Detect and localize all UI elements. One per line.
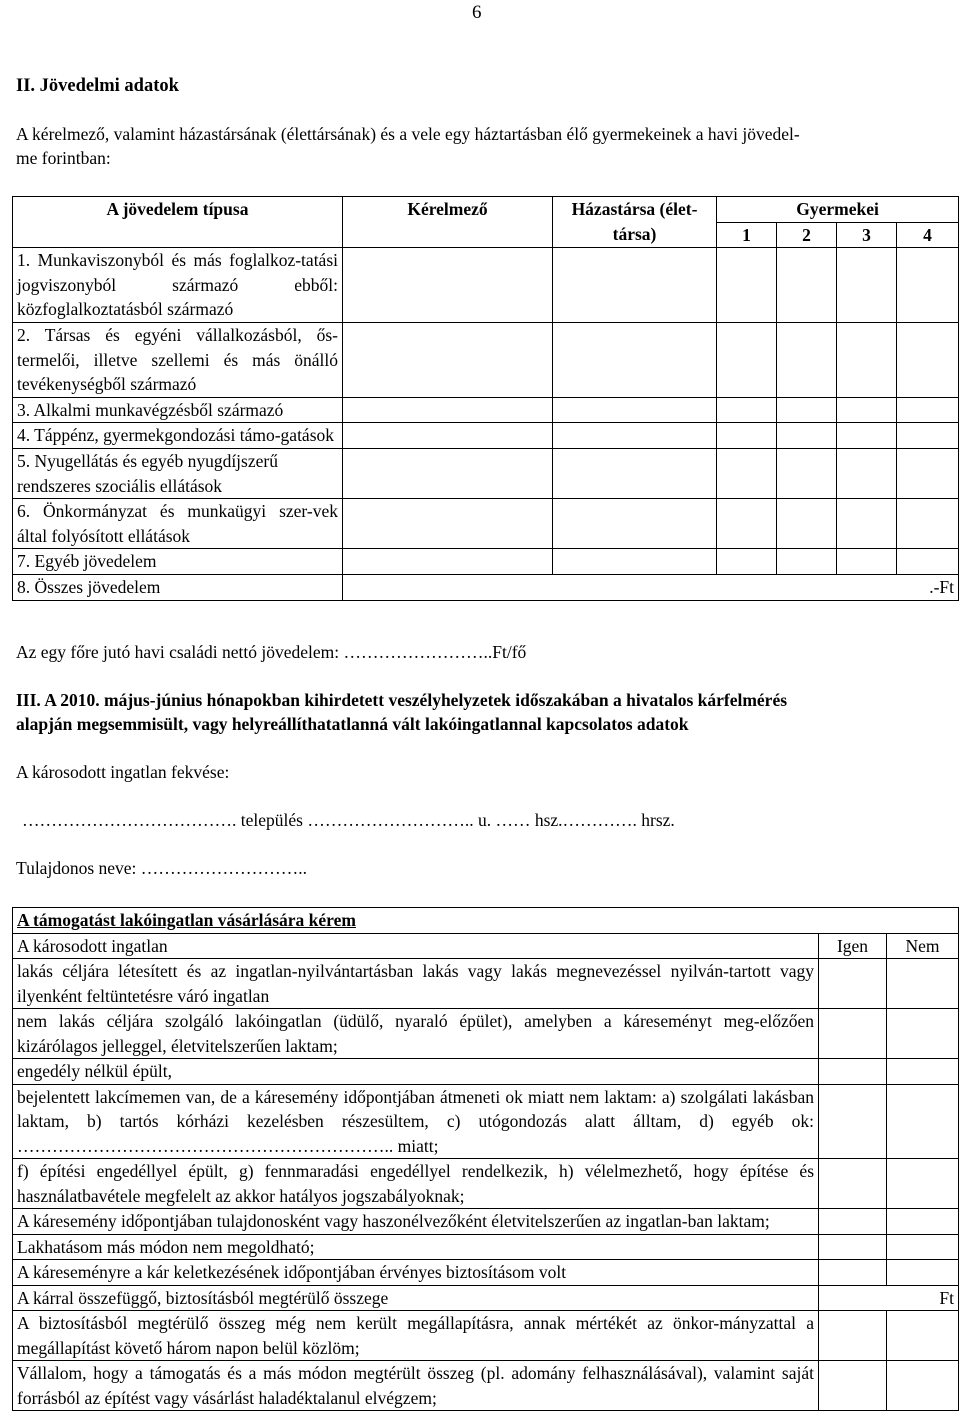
child-cell[interactable] — [777, 423, 837, 449]
property-address-line[interactable]: ………………………………. település ……………………….. u. …… hsz.…………. hrsz. — [22, 810, 675, 830]
child-cell[interactable] — [717, 549, 777, 575]
spouse-cell[interactable] — [553, 423, 717, 449]
table-row — [13, 959, 959, 1009]
spouse-cell[interactable] — [553, 322, 717, 397]
child-cell[interactable] — [717, 322, 777, 397]
no-cell[interactable] — [887, 1234, 959, 1260]
support-row-3: engedély nélkül épült, — [13, 1059, 819, 1085]
income-table — [12, 196, 959, 601]
yes-cell[interactable] — [819, 1260, 887, 1286]
child-cell[interactable] — [837, 499, 897, 549]
yes-cell[interactable] — [819, 1234, 887, 1260]
header-child-4: 4 — [897, 222, 959, 248]
support-row-6: A káresemény időpontjában tulajdonosként vagy haszonélvezőként életvitelszerűen az ingatlan-ban laktam; — [13, 1209, 819, 1235]
header-child-3: 3 — [837, 222, 897, 248]
table-row — [13, 322, 959, 397]
header-applicant: Kérelmező — [343, 197, 553, 248]
child-cell[interactable] — [897, 322, 959, 397]
support-row-11: Vállalom, hogy a támogatás és a más módon megtérült összeg (pl. adomány felhasználásával), valamint saját forrásból az építést vagy vásárlást haladéktalanul elvégzem; — [13, 1361, 819, 1411]
child-cell[interactable] — [777, 448, 837, 498]
table-row — [13, 1285, 959, 1311]
table-row — [13, 1059, 959, 1085]
section-title-income: II. Jövedelmi adatok — [16, 76, 179, 96]
child-cell[interactable] — [717, 423, 777, 449]
child-cell[interactable] — [837, 549, 897, 575]
support-row-4: bejelentett lakcímemen van, de a káresemény időpontjában átmeneti ok miatt nem laktam: a) szolgálati lakásban laktam, b) tartós kórházi kezelésben részesültem, c) utógondozás alatt álltam, d) egyéb ok: ……………………………………………………….. miatt; — [13, 1084, 819, 1159]
no-cell[interactable] — [887, 1084, 959, 1159]
spouse-cell[interactable] — [553, 549, 717, 575]
income-intro-line-1: A kérelmező, valamint házastársának (élettársának) és a vele egy háztartásban élő gyermekeinek a havi jövedel- — [16, 124, 800, 144]
support-title: A támogatást lakóingatlan vásárlására kérem — [13, 908, 959, 934]
child-cell[interactable] — [897, 499, 959, 549]
spouse-cell[interactable] — [553, 448, 717, 498]
table-row — [13, 248, 959, 323]
child-cell[interactable] — [777, 322, 837, 397]
child-cell[interactable] — [897, 397, 959, 423]
income-type-3: 3. Alkalmi munkavégzésből származó — [13, 397, 343, 423]
table-row — [13, 1084, 959, 1159]
table-row-total — [13, 574, 959, 600]
applicant-cell[interactable] — [343, 322, 553, 397]
no-cell[interactable] — [887, 1260, 959, 1286]
child-cell[interactable] — [717, 499, 777, 549]
support-row-9: A kárral összefüggő, biztosításból megtérülő összege — [13, 1285, 819, 1311]
child-cell[interactable] — [837, 322, 897, 397]
table-row — [13, 1009, 959, 1059]
table-row — [13, 1234, 959, 1260]
applicant-cell[interactable] — [343, 397, 553, 423]
table-row — [13, 397, 959, 423]
yes-cell[interactable] — [819, 1009, 887, 1059]
child-cell[interactable] — [837, 448, 897, 498]
yes-cell[interactable] — [819, 959, 887, 1009]
support-row-7: Lakhatásom más módon nem megoldható; — [13, 1234, 819, 1260]
header-child-2: 2 — [777, 222, 837, 248]
table-row — [13, 1209, 959, 1235]
no-cell[interactable] — [887, 959, 959, 1009]
table-row — [13, 1311, 959, 1361]
applicant-cell[interactable] — [343, 248, 553, 323]
spouse-cell[interactable] — [553, 248, 717, 323]
child-cell[interactable] — [717, 248, 777, 323]
insurance-amount-ft[interactable]: Ft — [819, 1285, 959, 1311]
child-cell[interactable] — [897, 423, 959, 449]
yes-header: Igen — [819, 933, 887, 959]
child-cell[interactable] — [717, 448, 777, 498]
child-cell[interactable] — [837, 248, 897, 323]
table-row — [13, 1260, 959, 1286]
header-spouse: Házastársa (élet-társa) — [553, 197, 717, 248]
table-row — [13, 423, 959, 449]
child-cell[interactable] — [777, 549, 837, 575]
child-cell[interactable] — [897, 549, 959, 575]
support-row-2: nem lakás céljára szolgáló lakóingatlan (üdülő, nyaraló épület), amelyben a káreseményt meg-előzően kizárólagos jelleggel, életvitelszerűen laktam; — [13, 1009, 819, 1059]
header-income-type: A jövedelem típusa — [13, 197, 343, 248]
table-row — [13, 549, 959, 575]
no-cell[interactable] — [887, 1159, 959, 1209]
owner-name-line[interactable]: Tulajdonos neve: ……………………….. — [16, 858, 308, 878]
support-table — [12, 907, 959, 1411]
income-type-7: 7. Egyéb jövedelem — [13, 549, 343, 575]
no-cell[interactable] — [887, 1009, 959, 1059]
applicant-cell[interactable] — [343, 448, 553, 498]
income-type-1: 1. Munkaviszonyból és más foglalkoz-tatási jogviszonyból származó ebből: közfoglalkoztatásból származó — [13, 248, 343, 323]
per-capita-income: Az egy főre jutó havi családi nettó jövedelem: ……………………..Ft/fő — [16, 642, 527, 662]
applicant-cell[interactable] — [343, 499, 553, 549]
property-location-label: A károsodott ingatlan fekvése: — [16, 762, 230, 782]
table-row — [13, 499, 959, 549]
child-cell[interactable] — [717, 397, 777, 423]
support-row-10: A biztosításból megtérülő összeg még nem került megállapításra, annak mértékét az önkor-mányzattal a megállapítást követő három napon belül közlöm; — [13, 1311, 819, 1361]
yes-cell[interactable] — [819, 1084, 887, 1159]
child-cell[interactable] — [777, 248, 837, 323]
header-children: Gyermekei — [717, 197, 959, 223]
damaged-property-header: A károsodott ingatlan — [13, 933, 819, 959]
no-cell[interactable] — [887, 1059, 959, 1085]
applicant-cell[interactable] — [343, 423, 553, 449]
spouse-cell[interactable] — [553, 499, 717, 549]
income-type-5: 5. Nyugellátás és egyéb nyugdíjszerű rendszeres szociális ellátások — [13, 448, 343, 498]
child-cell[interactable] — [897, 448, 959, 498]
table-row — [13, 1361, 959, 1411]
table-row — [13, 1159, 959, 1209]
no-header: Nem — [887, 933, 959, 959]
child-cell[interactable] — [837, 423, 897, 449]
total-income-value[interactable]: .-Ft — [343, 574, 959, 600]
spouse-cell[interactable] — [553, 397, 717, 423]
section-title-property-line-1: III. A 2010. május-június hónapokban kihirdetett veszélyhelyzetek időszakában a hivatalos kárfelmérés — [16, 690, 788, 710]
yes-cell[interactable] — [819, 1209, 887, 1235]
child-cell[interactable] — [897, 248, 959, 323]
no-cell[interactable] — [887, 1209, 959, 1235]
support-row-1: lakás céljára létesített és az ingatlan-nyilvántartásban lakás vagy lakás megnevezéssel nyilván-tartott vagy ilyenként feltüntetésre váró ingatlan — [13, 959, 819, 1009]
child-cell[interactable] — [777, 397, 837, 423]
table-row — [13, 448, 959, 498]
child-cell[interactable] — [777, 499, 837, 549]
income-type-2: 2. Társas és egyéni vállalkozásból, ős-termelői, illetve szellemi és más önálló tevékenységből származó — [13, 322, 343, 397]
header-child-1: 1 — [717, 222, 777, 248]
no-cell[interactable] — [887, 1311, 959, 1361]
page-number: 6 — [472, 2, 482, 23]
support-row-5: f) építési engedéllyel épült, g) fennmaradási engedéllyel rendelkezik, h) vélelmezhető, hogy építése és használatbavétele megfelelt az akkor hatályos jogszabályoknak; — [13, 1159, 819, 1209]
yes-cell[interactable] — [819, 1059, 887, 1085]
total-income-label: 8. Összes jövedelem — [13, 574, 343, 600]
section-title-property-line-2: alapján megsemmisült, vagy helyreállíthatatlanná vált lakóingatlannal kapcsolatos adatok — [16, 714, 689, 734]
child-cell[interactable] — [837, 397, 897, 423]
yes-cell[interactable] — [819, 1311, 887, 1361]
income-intro-line-2: me forintban: — [16, 148, 111, 168]
support-row-8: A káreseményre a kár keletkezésének időpontjában érvényes biztosításom volt — [13, 1260, 819, 1286]
yes-cell[interactable] — [819, 1361, 887, 1411]
income-type-6: 6. Önkormányzat és munkaügyi szer-vek által folyósított ellátások — [13, 499, 343, 549]
no-cell[interactable] — [887, 1361, 959, 1411]
income-type-4: 4. Táppénz, gyermekgondozási támo-gatások — [13, 423, 343, 449]
applicant-cell[interactable] — [343, 549, 553, 575]
yes-cell[interactable] — [819, 1159, 887, 1209]
